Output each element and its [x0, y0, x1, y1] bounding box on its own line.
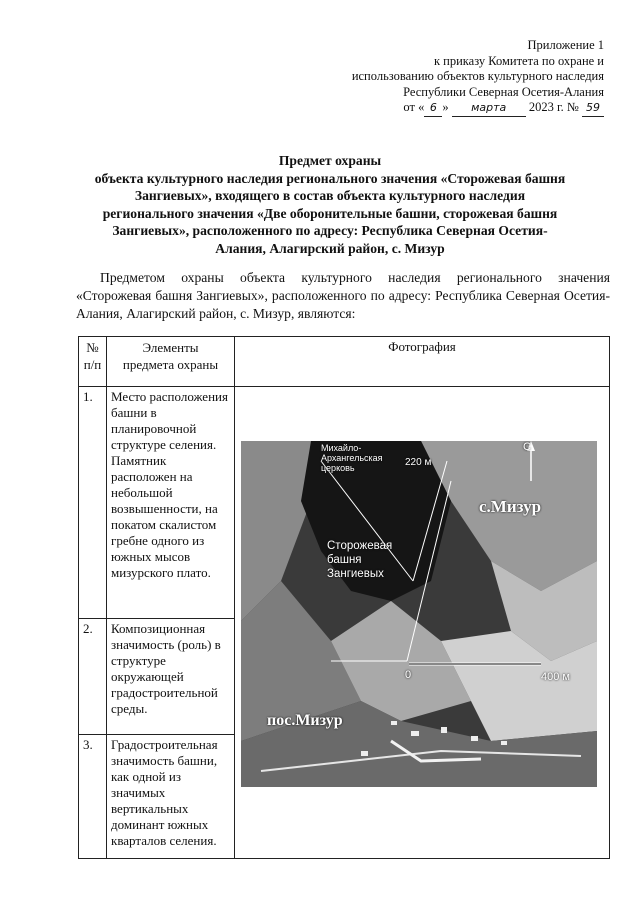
- year-text: 2023 г. №: [528, 100, 579, 114]
- title-line-1: Предмет охраны: [278, 153, 382, 168]
- document-title: [60, 152, 600, 257]
- label-church: Михайло-Архангельская церковь: [321, 443, 383, 473]
- title-line-5: Зангиевых», расположенного по адресу: Республика Северная Осетия-: [112, 223, 548, 238]
- appendix-line-1: Приложение 1: [527, 38, 604, 52]
- header-number-line-1: №: [86, 340, 99, 355]
- header-elements-line-1: Элементы: [142, 340, 199, 355]
- label-tower: Сторожевая башня Зангиевых: [327, 540, 393, 580]
- title-line-6: Алания, Алагирский район, с. Мизур: [215, 240, 445, 256]
- row-element-text: Место расположения башни в планировочной структуре селения. Памятник расположен на небольшой возвышенности, на покатом скалистом гребне одного из южных мысов мизурского плато.: [107, 387, 235, 619]
- header-number-line-2: п/п: [83, 357, 102, 372]
- handwritten-order-number: 59: [582, 100, 604, 117]
- label-village: с.Мизур: [479, 497, 542, 516]
- appendix-line-4: Республики Северная Осетия-Алания: [403, 84, 604, 99]
- appendix-line-2: к приказу Комитета по охране и: [433, 53, 604, 68]
- header-elements: [107, 337, 235, 387]
- title-line-3: Зангиевых», входящего в состав объекта культурного наследия: [134, 188, 526, 203]
- table-header-row: [79, 337, 610, 387]
- header-elements-line-2: предмета охраны: [122, 357, 219, 372]
- row-number: 2.: [79, 619, 107, 735]
- appendix-line-3: использованию объектов культурного наследия: [351, 69, 604, 83]
- date-prefix: от «: [403, 100, 425, 114]
- aerial-photo: [241, 441, 597, 787]
- protection-table: [78, 336, 610, 859]
- label-distance: 220 м: [405, 457, 432, 468]
- header-number: [79, 337, 107, 387]
- row-number: 1.: [79, 387, 107, 619]
- photo-cell: [235, 387, 610, 859]
- order-date-line: [304, 100, 604, 117]
- intro-paragraph: [76, 269, 610, 322]
- title-line-2: объекта культурного наследия регионального значения «Сторожевая башня: [94, 170, 566, 186]
- handwritten-month: марта: [452, 100, 526, 117]
- scale-end-label: 400 м: [541, 671, 570, 683]
- row-element-text: Градостроительная значимость башни, как одной из значимых вертикальных доминант южных кварталов селения.: [107, 735, 235, 859]
- aerial-photo-image: [241, 441, 597, 787]
- header-photo: Фотография: [235, 337, 610, 387]
- handwritten-day: 6: [424, 100, 442, 117]
- row-element-text: Композиционная значимость (роль) в структуре окружающей градостроительной среды.: [107, 619, 235, 735]
- title-line-4: регионального значения «Две оборонительные башни, сторожевая башня: [102, 205, 558, 221]
- label-settlement: пос.Мизур: [267, 712, 343, 729]
- date-mid: »: [442, 100, 449, 114]
- table-row: [79, 387, 610, 619]
- north-arrow-label: С: [523, 441, 531, 453]
- appendix-header: [304, 38, 604, 117]
- row-number: 3.: [79, 735, 107, 859]
- scale-zero-label: 0: [405, 669, 412, 681]
- intro-text: Предметом охраны объекта культурного наследия регионального значения «Сторожевая башня Зангиевых», расположенного по адресу: Республика Северная Осетия-Алания, Алагирский район, с. Мизур, являются:: [76, 270, 610, 321]
